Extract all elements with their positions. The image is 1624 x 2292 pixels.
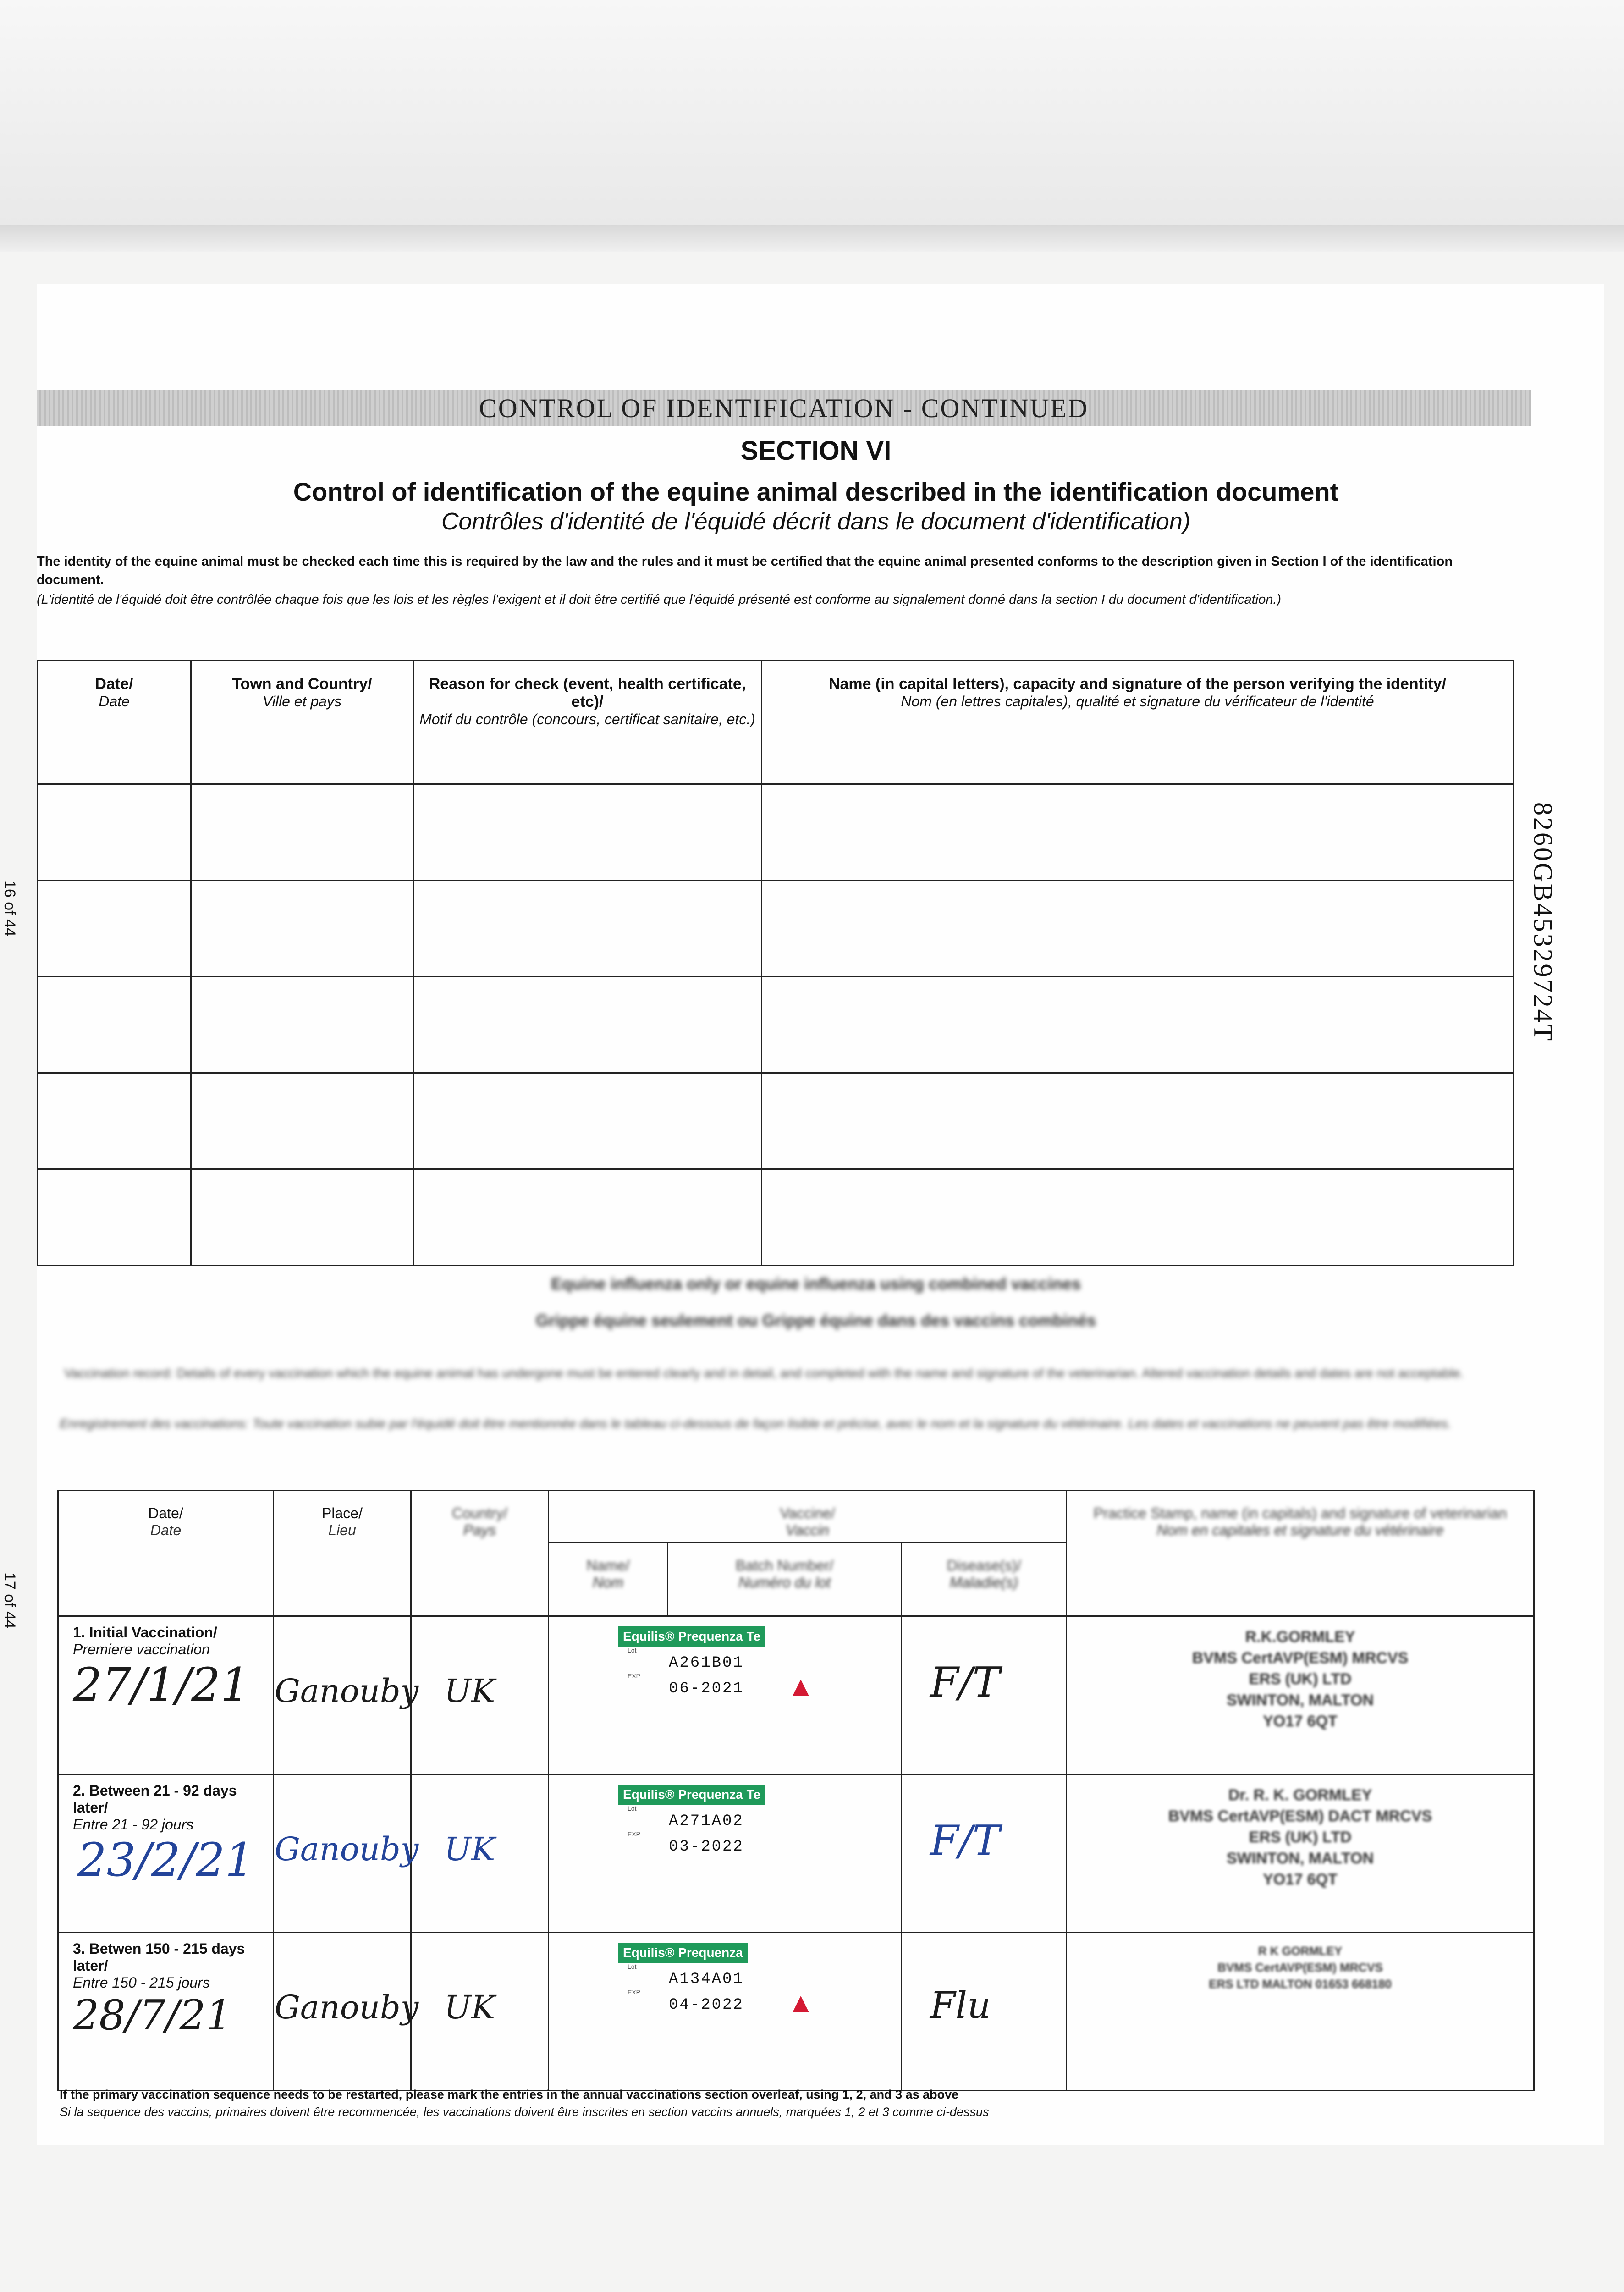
- title-english: Control of identification of the equine animal described in the identification document: [293, 477, 1339, 506]
- vaccine-sticker: [618, 1785, 783, 1856]
- row-label-cell: 3. Betwen 150 - 215 days later/ Entre 150 - 215 jours 28/7/21: [58, 1933, 274, 2091]
- footer-english: If the primary vaccination sequence needs to be restarted, please mark the entries in the annual vaccinations section overleaf, using 1, 2, and 3 as above: [60, 2088, 959, 2101]
- handwritten-place: Ganouby: [275, 1672, 419, 1710]
- sticker-batch: A134A01: [669, 1971, 744, 1988]
- vaccination-table: [57, 1490, 1535, 2091]
- banner-text: CONTROL OF IDENTIFICATION - CONTINUED: [479, 393, 1089, 423]
- page-number-17: 17 of 44: [1, 1572, 18, 1629]
- disease-cell: [902, 1616, 1067, 1774]
- row-label-cell: 1. Initial Vaccination/ Premiere vaccination 27/1/21: [58, 1616, 274, 1774]
- vaccine-sticker: [618, 1943, 783, 2012]
- title-french: Contrôles d'identité de l'équidé décrit dans le document d'identification): [441, 508, 1191, 535]
- blurred-heading-2: Grippe équine seulement ou Grippe équine dans des vaccins combinés: [535, 1311, 1096, 1330]
- header-country: Country/ Pays: [411, 1491, 549, 1616]
- place-cell: [274, 1774, 419, 1933]
- section-banner: [37, 390, 1531, 426]
- sticker-expiry: 06-2021: [669, 1680, 744, 1697]
- vaccine-sticker-cell: [549, 1933, 902, 2091]
- scan-background-top: [0, 0, 1624, 225]
- header-veterinarian: Practice Stamp, name (in capitals) and signature of veterinarian Nom en capitales et signature du vétérinaire: [1067, 1491, 1534, 1616]
- handwritten-date: 28/7/21: [73, 1991, 232, 2039]
- sticker-lot-label: Lot: [628, 1647, 637, 1654]
- blurred-record-french: Enregistrement des vaccinations: Toute vaccination subie par l'équidé doit être mentionnée dans le tableau ci-dessous de façon lisible et précise, avec le nom et la signature du vétérinaire. Les dates et vaccinations ne peuvent pas être modifiées.: [60, 1416, 1452, 1431]
- handwritten-country: UK: [444, 1989, 495, 2026]
- country-cell: [411, 1933, 549, 2091]
- blurred-heading-1: Equine influenza only or equine influenza using combined vaccines: [551, 1274, 1081, 1293]
- sticker-lot-label: Lot: [628, 1963, 637, 1970]
- country-cell: [411, 1774, 549, 1933]
- header-disease: Disease(s)/ Maladie(s): [902, 1543, 1067, 1616]
- disease-cell: [902, 1774, 1067, 1933]
- handwritten-date: 23/2/21: [77, 1833, 254, 1887]
- header-date: Date/ Date: [38, 661, 191, 784]
- vaccine-sticker: [618, 1626, 783, 1696]
- sticker-exp-label: EXP: [628, 1672, 641, 1680]
- handwritten-country: UK: [444, 1672, 495, 1710]
- vet-stamp-cell: [1067, 1933, 1534, 2091]
- table-row: [38, 1073, 1514, 1169]
- sticker-brand: Equilis® Prequenza Te: [618, 1626, 765, 1647]
- table-row: [38, 1169, 1514, 1266]
- handwritten-disease: F/T: [930, 1817, 1000, 1865]
- intro-english: The identity of the equine animal must be checked each time this is required by the law and the rules and it must be certified that the equine animal presented conforms to the description given in Section I of the identification document.: [37, 554, 1453, 587]
- sticker-expiry: 04-2022: [669, 1996, 744, 2014]
- header-place: Place/ Lieu: [274, 1491, 411, 1616]
- country-cell: [411, 1616, 549, 1774]
- vaccine-sticker-cell: [549, 1616, 902, 1774]
- vet-stamp: R K GORMLEY BVMS CertAVP(ESM) MRCVS ERS LTD MALTON 01653 668180: [1209, 1944, 1392, 1991]
- disease-cell: [902, 1933, 1067, 2091]
- vet-stamp-cell: [1067, 1616, 1534, 1774]
- blurred-record-english: Vaccination record: Details of every vaccination which the equine animal has undergone must be entered clearly and in detail, and completed with the name and signature of the veterinarian. Altered vaccination details and dates are not acceptable.: [64, 1366, 1464, 1380]
- scan-fold-shadow: [0, 225, 1624, 252]
- row-label-cell: 2. Between 21 - 92 days later/ Entre 21 - 92 jours 23/2/21: [58, 1774, 274, 1933]
- header-date: Date/ Date: [58, 1491, 274, 1616]
- sticker-expiry: 03-2022: [669, 1838, 744, 1856]
- sticker-batch: A271A02: [669, 1813, 744, 1830]
- table-row: [38, 784, 1514, 881]
- sticker-corner-mark: [793, 1996, 809, 2012]
- place-cell: [274, 1616, 419, 1774]
- passport-number: 8260GB45329724T: [1528, 802, 1558, 1042]
- header-vaccine: Vaccine/ Vaccin: [549, 1491, 1067, 1543]
- footer-note: [60, 2086, 989, 2121]
- vaccine-sticker-cell: [549, 1774, 902, 1933]
- identification-control-table: [37, 660, 1514, 1266]
- table-row: [38, 977, 1514, 1073]
- vet-stamp-cell: [1067, 1774, 1534, 1933]
- section-title: SECTION VI: [740, 436, 892, 466]
- handwritten-country: UK: [444, 1830, 495, 1868]
- table-row: [58, 1616, 1534, 1774]
- footer-french: Si la sequence des vaccins, primaires doivent être recommencée, les vaccinations doivent être inscrites en section vaccins annuels, marquées 1, 2 et 3 comme ci-dessus: [60, 2105, 989, 2119]
- vet-stamp: R.K.GORMLEY BVMS CertAVP(ESM) MRCVS ERS (UK) LTD SWINTON, MALTON YO17 6QT: [1192, 1628, 1409, 1730]
- header-vaccine-name: Name/ Nom: [549, 1543, 668, 1616]
- sticker-brand: Equilis® Prequenza: [618, 1943, 748, 1963]
- sticker-corner-mark: [793, 1680, 809, 1696]
- table-header-row: [38, 661, 1514, 784]
- place-cell: [274, 1933, 419, 2091]
- handwritten-disease: F/T: [930, 1658, 1000, 1707]
- page-number-16: 16 of 44: [1, 880, 18, 937]
- sticker-brand: Equilis® Prequenza Te: [618, 1785, 765, 1805]
- handwritten-disease: Flu: [930, 1984, 991, 2027]
- intro-french: (L'identité de l'équidé doit être contrôlée chaque fois que les lois et les règles l'exigent et il doit être certifié que l'équidé présenté est conforme au signalement donné dans la section I du document d'identification.): [37, 592, 1282, 607]
- header-town-country: Town and Country/ Ville et pays: [191, 661, 413, 784]
- sticker-exp-label: EXP: [628, 1830, 641, 1838]
- header-batch-number: Batch Number/ Numéro du lot: [668, 1543, 902, 1616]
- table-row: [38, 881, 1514, 977]
- header-reason: Reason for check (event, health certificate, etc)/ Motif du contrôle (concours, certificat sanitaire, etc.): [413, 661, 762, 784]
- header-verifier: Name (in capital letters), capacity and signature of the person verifying the identity/ Nom (en lettres capitales), qualité et signature du vérificateur de l'identité: [762, 661, 1514, 784]
- vet-stamp: Dr. R. K. GORMLEY BVMS CertAVP(ESM) DACT MRCVS ERS (UK) LTD SWINTON, MALTON YO17 6QT: [1168, 1786, 1432, 1888]
- handwritten-place: Ganouby: [275, 1830, 419, 1868]
- sticker-batch: A261B01: [669, 1654, 744, 1672]
- handwritten-place: Ganouby: [275, 1989, 419, 2026]
- vacc-header-row-1: [58, 1491, 1534, 1543]
- handwritten-date: 27/1/21: [73, 1658, 250, 1712]
- sticker-exp-label: EXP: [628, 1989, 641, 1996]
- table-row: [58, 1774, 1534, 1933]
- table-row: [58, 1933, 1534, 2091]
- sticker-lot-label: Lot: [628, 1805, 637, 1812]
